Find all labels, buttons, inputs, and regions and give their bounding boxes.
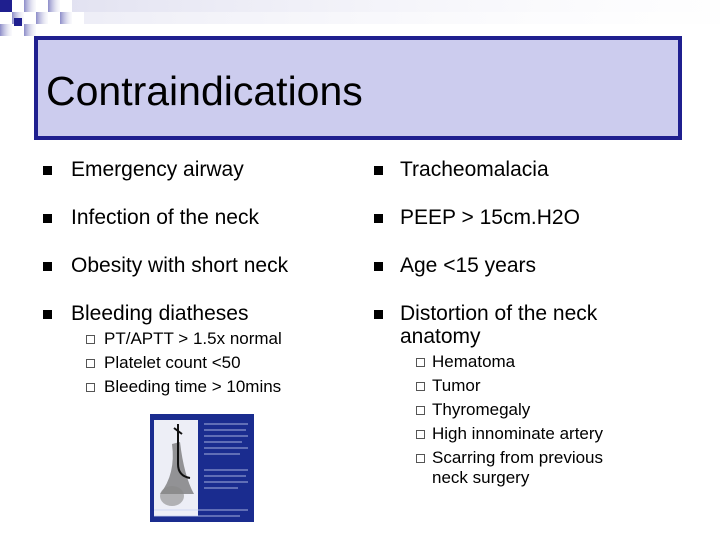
sub-list-item: Scarring from previous — [432, 448, 604, 467]
sub-list-item: Thyromegaly — [432, 400, 531, 419]
bullet-icon — [374, 262, 383, 271]
checkbox-icon — [416, 358, 425, 367]
bullet-icon — [43, 310, 52, 319]
list-item: Tracheomalacia — [400, 158, 549, 181]
sub-list-item: Tumor — [432, 376, 481, 395]
checkbox-icon — [86, 359, 95, 368]
checkbox-icon — [86, 383, 95, 392]
checkbox-icon — [86, 335, 95, 344]
bullet-icon — [43, 214, 52, 223]
corner-square — [14, 18, 22, 26]
checkbox-icon — [416, 382, 425, 391]
checkbox-icon — [416, 430, 425, 439]
decorative-checker-pattern — [0, 0, 720, 36]
list-item: PEEP > 15cm.H2O — [400, 206, 580, 229]
list-item: Infection of the neck — [71, 206, 259, 229]
sub-list-item: Platelet count <50 — [104, 353, 241, 372]
corner-square — [0, 0, 12, 12]
bullet-icon — [374, 166, 383, 175]
title-bar — [34, 36, 682, 140]
bullet-icon — [374, 214, 383, 223]
list-item: Emergency airway — [71, 158, 244, 181]
bullet-icon — [43, 262, 52, 271]
list-item: Bleeding diatheses — [71, 302, 249, 325]
checkbox-icon — [416, 406, 425, 415]
list-item-continuation: anatomy — [400, 325, 481, 348]
sub-list-item: PT/APTT > 1.5x normal — [104, 329, 282, 348]
list-item: Distortion of the neck — [400, 302, 598, 325]
bullet-icon — [374, 310, 383, 319]
sub-list-item: High innominate artery — [432, 424, 604, 443]
sub-list-item: Hematoma — [432, 352, 516, 371]
sub-list-item-continuation: neck surgery — [432, 468, 530, 487]
list-item: Age <15 years — [400, 254, 537, 277]
checkbox-icon — [416, 454, 425, 463]
xray-image — [150, 414, 254, 522]
sub-list-item: Bleeding time > 10mins — [104, 377, 282, 396]
list-item: Obesity with short neck — [71, 254, 289, 277]
slide-title: Contraindications — [46, 68, 363, 114]
bullet-icon — [43, 166, 52, 175]
